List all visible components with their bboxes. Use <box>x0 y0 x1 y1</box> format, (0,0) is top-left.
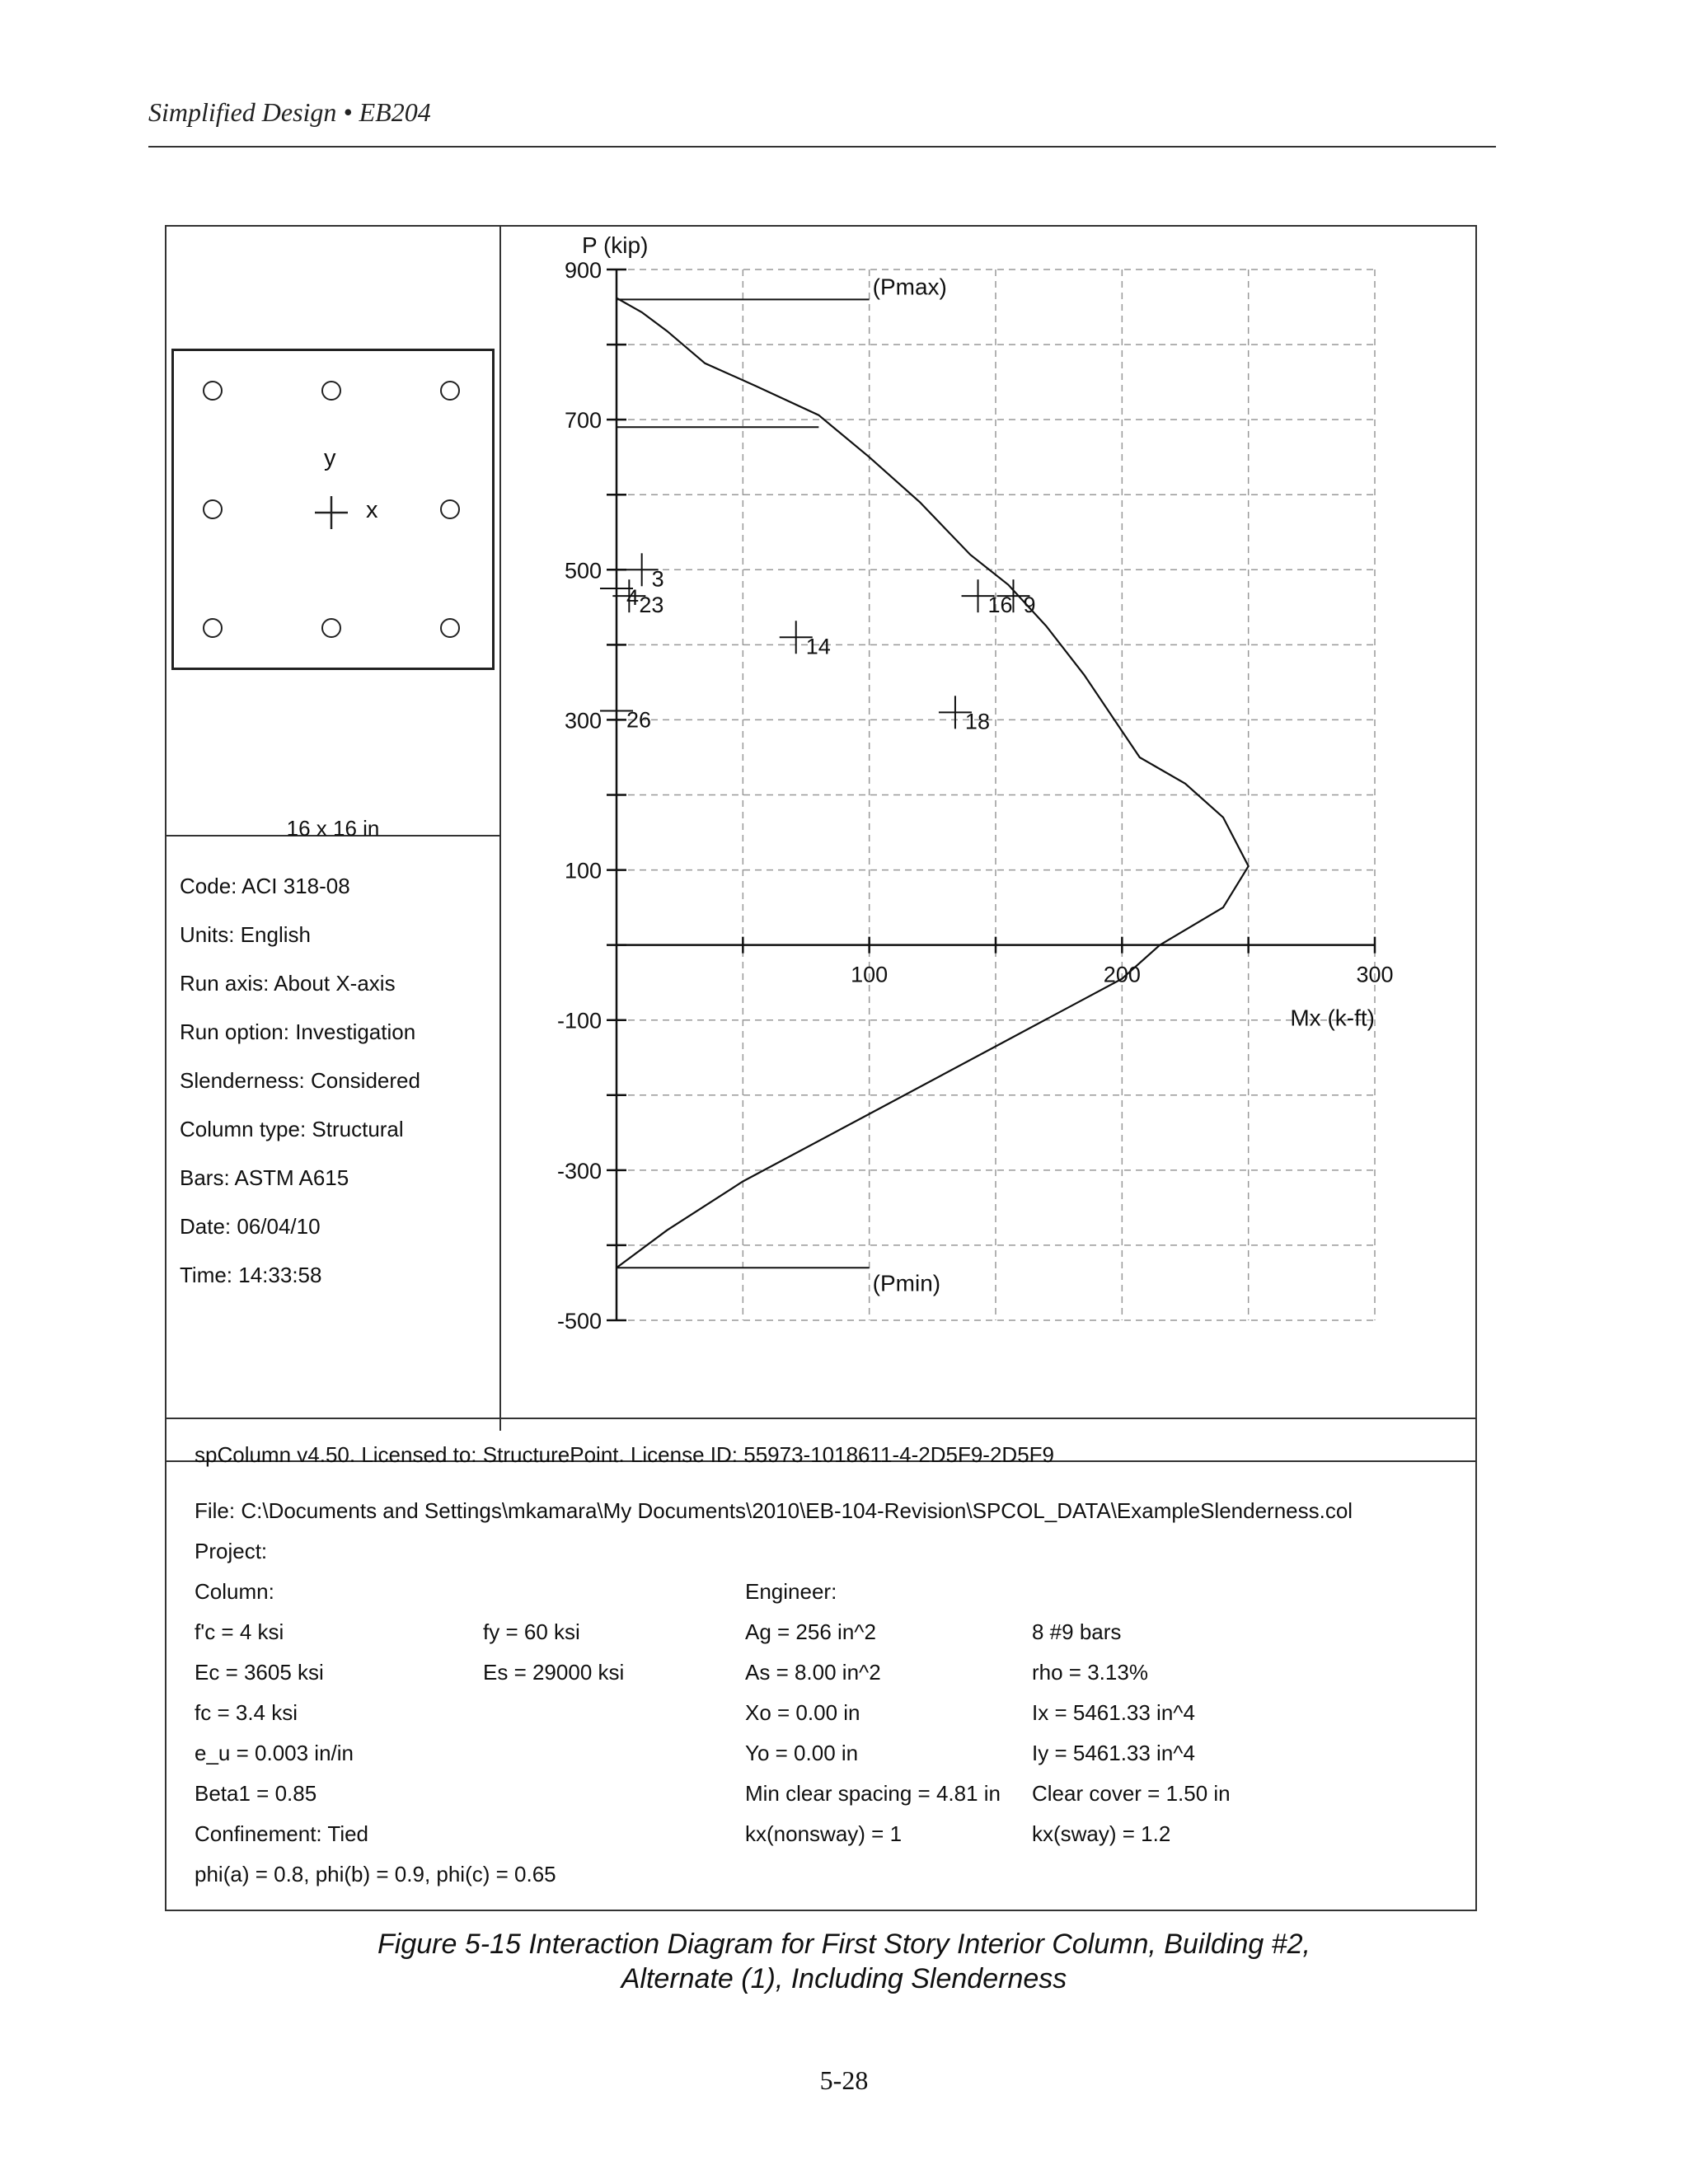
prop-fy: fy = 60 ksi <box>483 1619 580 1644</box>
rebar-circle <box>203 381 223 401</box>
info-run-axis: Run axis: About X-axis <box>180 971 396 996</box>
prop-fc: f'c = 4 ksi <box>195 1619 284 1644</box>
prop-eu: e_u = 0.003 in/in <box>195 1741 354 1765</box>
info-run-option: Run option: Investigation <box>180 1019 416 1044</box>
load-point-label: 26 <box>626 707 652 733</box>
rebar-circle <box>440 381 460 401</box>
rebar-circle <box>203 618 223 638</box>
prop-es: Es = 29000 ksi <box>483 1660 625 1685</box>
project-label: Project: <box>195 1539 268 1563</box>
prop-as: As = 8.00 in^2 <box>745 1660 881 1685</box>
y-axis-title: P (kip) <box>582 232 649 258</box>
x-tick-label: 200 <box>1103 962 1141 987</box>
y-tick-label: -500 <box>556 1309 602 1333</box>
prop-ag: Ag = 256 in^2 <box>745 1619 876 1644</box>
info-column-type: Column type: Structural <box>180 1117 404 1141</box>
x-tick-label: 100 <box>851 962 889 987</box>
interaction-diagram-chart <box>501 227 1475 1417</box>
info-code: Code: ACI 318-08 <box>180 874 350 898</box>
page-number: 5-28 <box>819 2065 869 2095</box>
prop-kx-nonsway: kx(nonsway) = 1 <box>745 1821 903 1846</box>
load-point-label: 3 <box>651 566 664 592</box>
running-header: Simplified Design • EB204 <box>148 97 431 127</box>
pmin-label: (Pmin) <box>872 1270 941 1296</box>
centroid-cross-icon <box>313 494 349 531</box>
y-tick-label: 100 <box>564 858 602 883</box>
y-tick-label: 900 <box>564 258 602 283</box>
file-path: File: C:\Documents and Settings\mkamara\My Documents\2010\EB-104-Revision\SPCOL_DATA\ExampleSlenderness.col <box>195 1498 1353 1523</box>
load-point-label: 16 <box>987 593 1013 618</box>
prop-iy: Iy = 5461.33 in^4 <box>1032 1741 1195 1765</box>
prop-confinement: Confinement: Tied <box>195 1821 369 1846</box>
figure-caption-line2: Alternate (1), Including Slenderness <box>621 1963 1067 1994</box>
prop-phi: phi(a) = 0.8, phi(b) = 0.9, phi(c) = 0.65 <box>195 1862 556 1886</box>
load-points-group <box>600 553 1035 733</box>
interaction-curve-group <box>617 298 1249 1268</box>
load-point-4 <box>600 572 639 610</box>
info-units: Units: English <box>180 922 311 947</box>
rebar-circle <box>440 618 460 638</box>
info-date: Date: 06/04/10 <box>180 1214 321 1239</box>
x-tick-label: 300 <box>1356 962 1394 987</box>
prop-beta1: Beta1 = 0.85 <box>195 1781 317 1806</box>
info-slenderness: Slenderness: Considered <box>180 1068 420 1093</box>
chart-labels <box>557 232 1394 1333</box>
section-size-label: 16 x 16 in <box>286 816 380 841</box>
prop-rho: rho = 3.13% <box>1032 1660 1148 1685</box>
engineer-label: Engineer: <box>745 1579 837 1604</box>
interaction-curve <box>617 298 1249 1268</box>
prop-ec: Ec = 3605 ksi <box>195 1660 324 1685</box>
prop-bars-count: 8 #9 bars <box>1032 1619 1122 1644</box>
prop-clear-cover: Clear cover = 1.50 in <box>1032 1781 1231 1806</box>
license-top-rule <box>165 1418 1477 1419</box>
rebar-circle <box>440 499 460 519</box>
load-point-label: 9 <box>1023 593 1036 618</box>
y-tick-label: -100 <box>556 1008 602 1033</box>
y-tick-label: 700 <box>564 408 602 434</box>
info-bars: Bars: ASTM A615 <box>180 1165 349 1190</box>
load-point-label: 18 <box>964 709 990 734</box>
info-time: Time: 14:33:58 <box>180 1263 322 1287</box>
load-point-16 <box>962 579 1013 617</box>
figure-caption-line1: Figure 5-15 Interaction Diagram for First Story Interior Column, Building #2, <box>377 1929 1311 1960</box>
prop-min-spacing: Min clear spacing = 4.81 in <box>745 1781 1001 1806</box>
load-point-label: 23 <box>639 593 664 618</box>
load-point-label: 4 <box>626 585 640 611</box>
pmax-label: (Pmax) <box>872 274 947 300</box>
y-tick-label: -300 <box>556 1158 602 1183</box>
x-axis-title: Mx (k-ft) <box>1290 1005 1375 1031</box>
load-point-label: 14 <box>805 634 831 659</box>
prop-fc-stress: fc = 3.4 ksi <box>195 1700 298 1725</box>
prop-ix: Ix = 5461.33 in^4 <box>1032 1700 1195 1725</box>
load-point-14 <box>780 621 831 658</box>
load-point-18 <box>939 696 990 733</box>
section-x-axis-label: x <box>366 497 378 523</box>
section-y-axis-label: y <box>324 445 336 471</box>
load-point-26 <box>600 695 651 733</box>
prop-kx-sway: kx(sway) = 1.2 <box>1032 1821 1171 1846</box>
prop-yo: Yo = 0.00 in <box>745 1741 859 1765</box>
column-label: Column: <box>195 1579 274 1604</box>
y-tick-label: 300 <box>564 708 602 733</box>
rebar-circle <box>321 381 341 401</box>
prop-xo: Xo = 0.00 in <box>745 1700 860 1725</box>
y-tick-label: 500 <box>564 558 602 583</box>
rebar-circle <box>321 618 341 638</box>
header-rule <box>148 146 1496 148</box>
rebar-circle <box>203 499 223 519</box>
license-line: spColumn v4.50. Licensed to: StructurePoint. License ID: 55973-1018611-4-2D5F9-2D5F9 <box>195 1442 1054 1467</box>
